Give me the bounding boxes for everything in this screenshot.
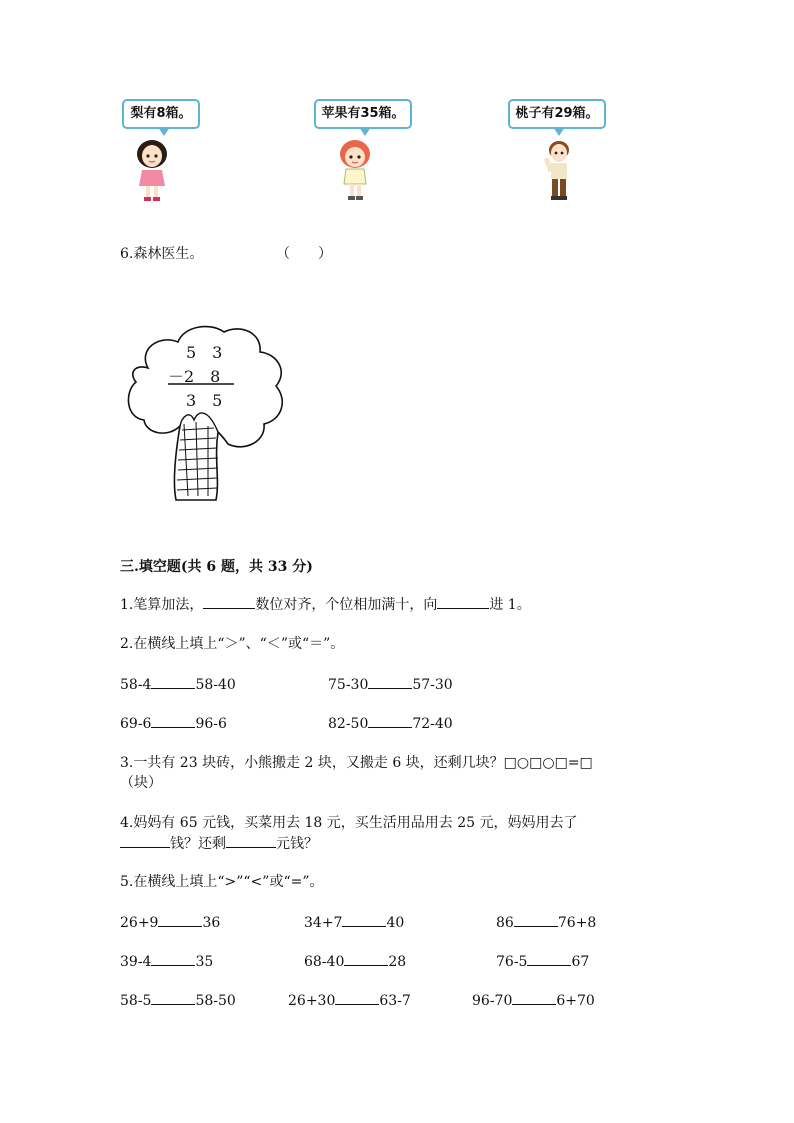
compare-right: 35 — [195, 954, 214, 970]
compare-right: 36 — [202, 915, 221, 931]
answer-blank[interactable] — [203, 594, 255, 609]
fill-question-2-title: 2.在横线上填上“＞”、“＜”或“＝”。 — [120, 636, 345, 652]
fill-question-5-title: 5.在横线上填上“>”“<”或“=”。 — [120, 874, 324, 890]
girl-character-icon — [134, 138, 170, 202]
answer-blank[interactable] — [226, 833, 276, 848]
compare-right: 57-30 — [412, 677, 453, 693]
answer-blank[interactable] — [437, 594, 489, 609]
speech-bubble-peach: 桃子有29箱。 — [508, 99, 606, 129]
compare-item — [288, 990, 411, 1011]
answer-blank[interactable] — [151, 951, 195, 966]
compare-right: 40 — [386, 915, 405, 931]
compare-right: 63-7 — [379, 993, 411, 1009]
q1-part-b: 数位对齐，个位相加满十，向 — [255, 597, 438, 613]
compare-item — [496, 912, 596, 933]
q1-part-a: 1.笔算加法， — [120, 597, 204, 613]
compare-item — [472, 990, 595, 1011]
speech-bubble-pear: 梨有8箱。 — [122, 99, 200, 129]
compare-item — [120, 951, 213, 972]
compare-left: 26+30 — [288, 993, 336, 1009]
redhead-girl-character-icon — [337, 138, 373, 202]
compare-left: 75-30 — [328, 677, 369, 693]
compare-right: 58-40 — [195, 677, 236, 693]
answer-blank[interactable] — [368, 713, 412, 728]
compare-item — [120, 713, 227, 734]
answer-blank[interactable] — [151, 990, 195, 1005]
compare-item — [120, 912, 220, 933]
fill-question-1 — [120, 594, 531, 615]
answer-blank[interactable] — [335, 990, 379, 1005]
answer-blank[interactable] — [512, 990, 556, 1005]
answer-blank[interactable] — [368, 674, 412, 689]
compare-item — [120, 990, 236, 1011]
compare-item — [328, 713, 453, 734]
compare-right: 76+8 — [557, 915, 597, 931]
subtraction-line-1: 5 3 — [186, 343, 223, 362]
compare-left: 58-5 — [120, 993, 152, 1009]
subtraction-line-3: 3 5 — [186, 391, 223, 410]
answer-blank[interactable] — [344, 951, 388, 966]
compare-left: 86 — [496, 915, 514, 931]
compare-left: 76-5 — [496, 954, 528, 970]
compare-right: 58-50 — [195, 993, 236, 1009]
compare-right: 72-40 — [412, 716, 453, 732]
answer-blank[interactable] — [514, 912, 558, 927]
compare-item — [328, 674, 453, 695]
compare-left: 69-6 — [120, 716, 152, 732]
compare-item — [496, 951, 589, 972]
q1-part-c: 进 1。 — [489, 597, 531, 613]
compare-item — [304, 912, 404, 933]
answer-blank[interactable] — [342, 912, 386, 927]
compare-item — [120, 674, 236, 695]
compare-item — [304, 951, 406, 972]
fill-question-3-line-1: 3.一共有 23 块砖，小熊搬走 2 块，又搬走 6 块，还剩几块？□○□○□=□ — [120, 755, 593, 771]
compare-left: 58-4 — [120, 677, 152, 693]
answer-blank[interactable] — [527, 951, 571, 966]
compare-left: 26+9 — [120, 915, 159, 931]
answer-blank[interactable] — [151, 674, 195, 689]
compare-left: 82-50 — [328, 716, 369, 732]
q4-part-b: 元钱？ — [276, 836, 318, 852]
subtraction-line-2: －2 8 — [168, 367, 221, 386]
section-3-heading: 三.填空题(共 6 题，共 33 分) — [120, 559, 313, 575]
speech-bubble-apple: 苹果有35箱。 — [314, 99, 412, 129]
question-6-label: 6.森林医生。 — [120, 246, 204, 262]
answer-blank[interactable] — [120, 833, 170, 848]
fill-question-3-line-2: （块） — [120, 775, 162, 791]
compare-right: 96-6 — [195, 716, 227, 732]
answer-blank[interactable] — [158, 912, 202, 927]
compare-right: 6+70 — [556, 993, 595, 1009]
compare-left: 68-40 — [304, 954, 345, 970]
compare-left: 34+7 — [304, 915, 343, 931]
compare-right: 67 — [571, 954, 590, 970]
answer-parentheses: （ ） — [276, 246, 332, 262]
compare-right: 28 — [388, 954, 407, 970]
boy-character-icon — [541, 138, 577, 202]
compare-left: 39-4 — [120, 954, 152, 970]
compare-left: 96-70 — [472, 993, 513, 1009]
fill-question-4-line-2 — [120, 833, 318, 854]
q4-part-a: 钱？还剩 — [170, 836, 226, 852]
answer-blank[interactable] — [151, 713, 195, 728]
fill-question-4-line-1: 4.妈妈有 65 元钱，买菜用去 18 元，买生活用品用去 25 元，妈妈用去了 — [120, 815, 578, 831]
